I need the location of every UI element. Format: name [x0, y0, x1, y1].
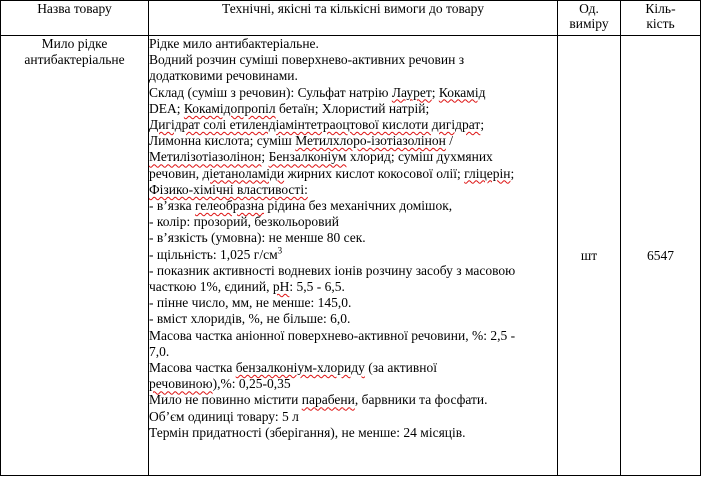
req-line: Рідке мило антибактеріальне. [149, 36, 319, 51]
req-line [149, 279, 557, 295]
req-text: ; [261, 149, 269, 165]
req-text: бетаїн; Хлористий натрій; [275, 100, 430, 116]
header-unit [558, 1, 621, 36]
req-line: 7,0. [149, 343, 170, 359]
spellcheck-word: гелеобразна [195, 198, 265, 214]
product-name-line1: Мило рідке [41, 36, 108, 51]
header-requirements: Технічні, якісні та кількісні вимоги до товару [149, 1, 558, 36]
superscript: 3 [277, 245, 283, 256]
requirements-cell [149, 36, 558, 476]
req-text: ),%: 0,25-0,35 [212, 376, 291, 392]
header-quantity [621, 1, 701, 36]
req-line: - пінне число, мм, не менше: 145,0. [149, 295, 352, 311]
req-line: - показник активності водневих іонів розчину засобу з масовою [149, 262, 516, 278]
req-text: ; [480, 117, 485, 133]
spellcheck-word: Кокамідопропіл [183, 100, 276, 116]
table-header-row [1, 1, 701, 36]
req-line: Масова частка аніонної поверхнево-активної речовини, %: 2,5 - [149, 327, 516, 343]
header-unit-line1: Од. [579, 1, 599, 16]
spellcheck-word: Метилізотіазолінон [149, 149, 262, 165]
req-text: хлорид; суміш духмяних [346, 149, 493, 165]
req-line: Водний розчин суміші поверхнево-активних речовин з [149, 52, 465, 68]
spellcheck-word: парабени [301, 392, 355, 408]
product-name-line2: антибактеріальне [24, 52, 125, 67]
product-name-cell [1, 36, 149, 476]
req-line [149, 166, 557, 182]
req-line [149, 133, 557, 149]
req-line: Фізико-хімічні властивості: [149, 181, 308, 197]
req-line [149, 149, 557, 165]
req-text: Мило не повинно містити [149, 392, 302, 408]
spellcheck-word: речовиною [149, 376, 213, 392]
header-unit-line2: виміру [569, 16, 609, 31]
req-text: DEA [149, 100, 177, 116]
table-row [1, 36, 701, 476]
req-text: часткою 1%, єдиний, [149, 279, 273, 295]
req-text: : 5,5 - 6,5. [289, 279, 345, 295]
req-text: - в’язка [149, 198, 196, 214]
req-line [149, 392, 557, 408]
req-text: ; [176, 100, 184, 116]
req-line: додатковими речовинами. [149, 68, 298, 84]
req-text: Склад (суміш з речовин): Сульфат натрію [149, 84, 392, 100]
req-text: речовин, [149, 165, 203, 181]
req-line: - в’язкість (умовна): не менше 80 сек. [149, 230, 366, 246]
req-line: - колір: прозорий, безкольоровий [149, 214, 339, 230]
req-text: ; [510, 165, 515, 181]
header-qty-line1: Кіль- [645, 1, 676, 16]
header-qty-line2: кість [646, 16, 675, 31]
req-line [149, 198, 557, 214]
spellcheck-word: Дигідрат солі етилендіамінтетраоцтової кислоти дигідрат [149, 117, 481, 133]
req-line [149, 247, 557, 263]
quantity-cell: 6547 [621, 36, 701, 476]
req-text: - щільність: 1,025 г/см [149, 246, 278, 262]
unit-cell: шт [558, 36, 621, 476]
req-text: (за активної [364, 360, 438, 376]
req-line [149, 360, 557, 376]
req-text: Масова частка [149, 360, 236, 376]
spellcheck-word: Бензалконіум [268, 149, 347, 165]
req-text: ; [431, 84, 439, 100]
spellcheck-word: бензалконіум-хлориду [235, 360, 365, 376]
req-line [149, 376, 557, 392]
req-text: жирних кислот кокосової олії; [284, 165, 465, 181]
req-text: Лимонна кислота; суміш [149, 133, 296, 149]
spellcheck-word: гліцерін [464, 165, 511, 181]
spellcheck-word: Лаурет [391, 84, 432, 100]
header-product-name: Назва товару [1, 1, 149, 36]
spellcheck-word: рН [272, 279, 290, 295]
req-line: Об’єм одиниці товару: 5 л [149, 408, 299, 424]
spellcheck-word: діетаноламіди [202, 165, 285, 181]
req-text: / [445, 133, 454, 149]
spellcheck-word: Метилхлоро-ізотіазолінон [295, 133, 446, 149]
req-line: - вміст хлоридів, %, не більше: 6,0. [149, 311, 351, 327]
req-text: рідина без механічних домішок, [264, 198, 453, 214]
req-line [149, 117, 557, 133]
req-text: , барвники та фосфати. [354, 392, 488, 408]
spellcheck-word: Кокамід [438, 84, 486, 100]
req-line [149, 101, 557, 117]
req-line [149, 85, 557, 101]
req-line: Термін придатності (зберігання), не менше: 24 місяців. [149, 424, 466, 440]
